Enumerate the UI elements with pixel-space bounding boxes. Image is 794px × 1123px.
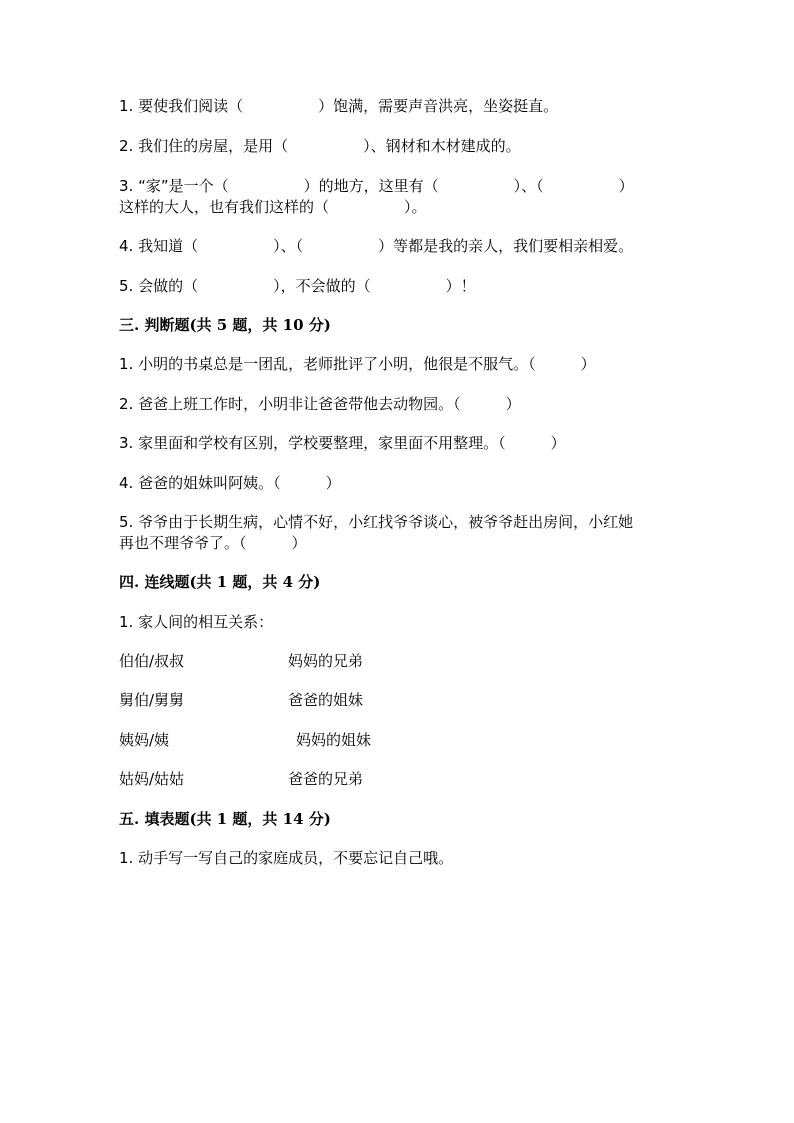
judge-q5-line1: 5. 爷爷由于长期生病，心情不好，小红找爷爷谈心，被爷爷赶出房间，小红她 (119, 513, 634, 531)
section4-title: 四. 连线题(共 1 题，共 4 分) (119, 573, 321, 591)
judge-q3: 3. 家里面和学校有区别，学校要整理，家里面不用整理。（ ） (119, 434, 566, 452)
fill-blank-q3-line2: 这样的大人，也有我们这样的（ ）。 (119, 198, 427, 216)
table-q1: 1. 动手写一写自己的家庭成员，不要忘记自己哦。 (119, 849, 454, 867)
fill-blank-q4: 4. 我知道（ ）、（ ）等都是我的亲人，我们要相亲相爱。 (119, 237, 634, 255)
judge-q2: 2. 爸爸上班工作时，小明非让爸爸带他去动物园。（ ） (119, 395, 521, 413)
judge-q1: 1. 小明的书桌总是一团乱，老师批评了小明，他很是不服气。（ ） (119, 355, 596, 373)
fill-blank-q5: 5. 会做的（ ），不会做的（ ）！ (119, 277, 476, 295)
match-right-item: 妈妈的姐妹 (296, 731, 372, 749)
match-right-item: 妈妈的兄弟 (288, 652, 364, 670)
fill-blank-q3-line1: 3. “家”是一个（ ）的地方，这里有（ ）、（ ） (119, 177, 634, 195)
match-left-item: 舅伯/舅舅 (119, 691, 185, 709)
match-q1: 1. 家人间的相互关系： (119, 613, 274, 631)
section3-title: 三. 判断题(共 5 题，共 10 分) (119, 316, 331, 334)
section5-title: 五. 填表题(共 1 题，共 14 分) (119, 810, 331, 828)
match-left-item: 姑妈/姑姑 (119, 770, 185, 788)
match-left-item: 伯伯/叔叔 (119, 652, 185, 670)
fill-blank-q2: 2. 我们住的房屋，是用（ ）、钢材和木材建成的。 (119, 137, 521, 155)
match-right-item: 爸爸的姐妹 (288, 691, 364, 709)
judge-q4: 4. 爸爸的姐妹叫阿姨。（ ） (119, 474, 341, 492)
match-right-item: 爸爸的兄弟 (288, 770, 364, 788)
judge-q5-line2: 再也不理爷爷了。（ ） (119, 534, 307, 552)
match-left-item: 姨妈/姨 (119, 731, 170, 749)
fill-blank-q1: 1. 要使我们阅读（ ）饱满，需要声音洪亮，坐姿挺直。 (119, 97, 559, 115)
